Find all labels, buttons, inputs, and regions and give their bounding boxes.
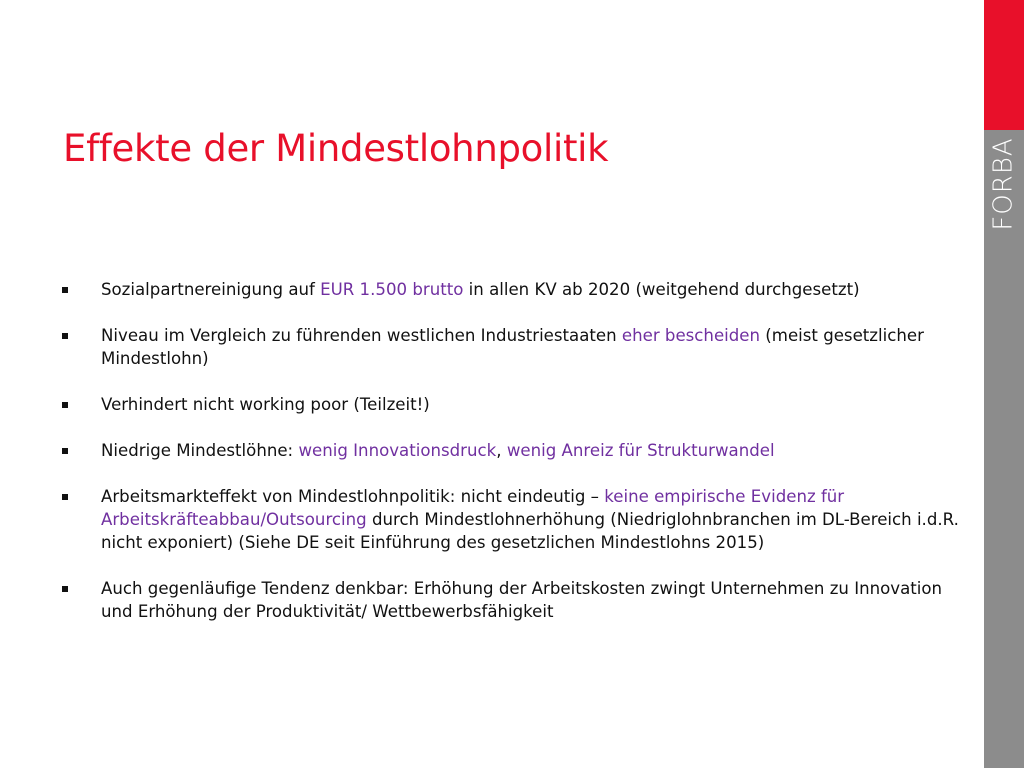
bullet-text: durch Mindestlohnerhöhung (Niedriglohnbranchen im DL-Bereich i.d.R. nicht exponiert) (Siehe DE seit Einführung des gesetzlichen Mindestlohns 2015) [101, 510, 959, 552]
bullet-text: Sozialpartnereinigung auf [101, 280, 321, 299]
forba-logo [984, 138, 1024, 230]
bullet-item [62, 485, 962, 554]
highlighted-text: eher bescheiden [621, 326, 761, 345]
bullet-marker-icon [62, 494, 68, 500]
highlighted-text: wenig Anreiz für Strukturwandel [506, 441, 775, 460]
bullet-item [62, 324, 962, 370]
highlighted-text: keine empirische Evidenz für Arbeitskräfteabbau/Outsourcing [101, 487, 845, 529]
highlighted-text: EUR 1.500 brutto [320, 280, 464, 299]
bullet-list [62, 278, 962, 623]
bullet-text: Arbeitsmarkteffekt von Mindestlohnpolitik: nicht eindeutig – [101, 487, 605, 506]
slide-title: Effekte der Mindestlohnpolitik [63, 127, 609, 170]
bullet-text: Auch gegenläufige Tendenz denkbar: Erhöhung der Arbeitskosten zwingt Unternehmen zu Innovation und Erhöhung der Produktivität/ Wettbewerbsfähigkeit [101, 579, 943, 621]
bullet-item [62, 577, 962, 623]
bullet-item [62, 393, 962, 416]
highlighted-text: wenig Innovationsdruck [298, 441, 497, 460]
side-band-red [984, 0, 1024, 130]
bullet-marker-icon [62, 333, 68, 339]
bullet-marker-icon [62, 287, 68, 293]
bullet-text: Verhindert nicht working poor (Teilzeit!) [101, 395, 430, 414]
bullet-text: Niedrige Mindestlöhne: [101, 441, 299, 460]
logo-text: FORBA [989, 137, 1020, 231]
bullet-marker-icon [62, 586, 68, 592]
bullet-text: in allen KV ab 2020 (weitgehend durchgesetzt) [463, 280, 860, 299]
bullet-text: , [496, 441, 507, 460]
bullet-item [62, 278, 962, 301]
bullet-marker-icon [62, 402, 68, 408]
bullet-text: Niveau im Vergleich zu führenden westlichen Industriestaaten [101, 326, 622, 345]
bullet-item [62, 439, 962, 462]
bullet-marker-icon [62, 448, 68, 454]
bullet-text: (meist gesetzlicher Mindestlohn) [101, 326, 924, 368]
